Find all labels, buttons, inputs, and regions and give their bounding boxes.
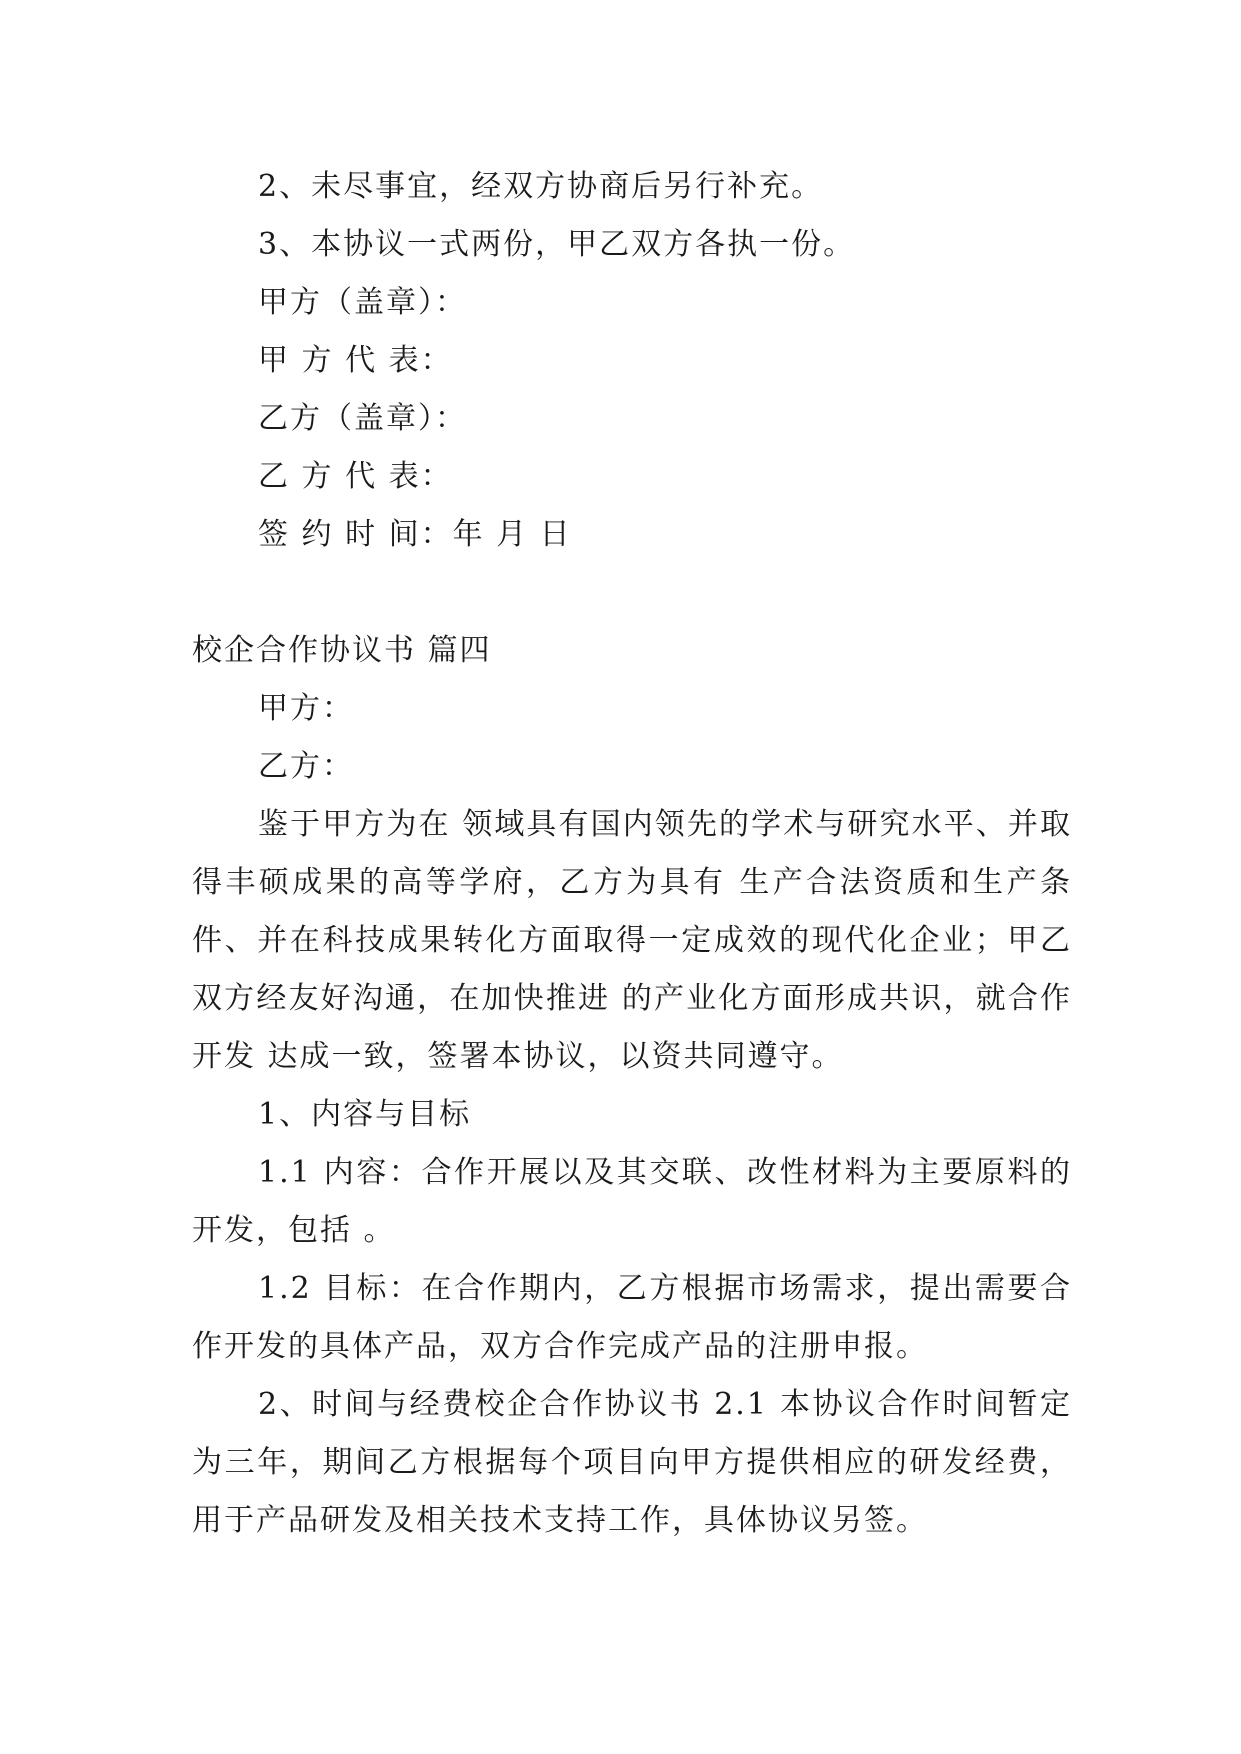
signature-party-a-seal: 甲方（盖章）： bbox=[258, 285, 467, 320]
closing-item-2: 2、未尽事宜，经双方协商后另行补充。 bbox=[258, 169, 824, 204]
signature-party-a-representative: 甲 方 代 表： bbox=[258, 343, 453, 378]
clause-1-2: 1.2 目标：在合作期内，乙方根据市场需求，提出需要合作开发的具体产品，双方合作完成产品的注册申报。 bbox=[192, 1271, 1072, 1364]
closing-item-3: 3、本协议一式两份，甲乙双方各执一份。 bbox=[258, 227, 856, 262]
party-b-label: 乙方： bbox=[258, 749, 354, 784]
section-spacer bbox=[192, 564, 1072, 622]
signature-party-b-representative: 乙 方 代 表： bbox=[258, 459, 453, 494]
preamble-paragraph: 鉴于甲方为在 领域具有国内领先的学术与研究水平、并取得丰硕成果的高等学府，乙方为具有 生产合法资质和生产条件、并在科技成果转化方面取得一定成效的现代化企业；甲乙双方经友好沟通，在加快推进 的产业化方面形成共识，就合作开发 达成一致，签署本协议，以资共同遵守。 bbox=[192, 807, 1072, 1074]
document-body bbox=[192, 158, 1072, 1550]
clause-2-time-and-funding: 2、时间与经费校企合作协议书 2.1 本协议合作时间暂定为三年，期间乙方根据每个项目向甲方提供相应的研发经费，用于产品研发及相关技术支持工作，具体协议另签。 bbox=[192, 1387, 1072, 1538]
section-title: 校企合作协议书 篇四 bbox=[192, 633, 492, 668]
clause-1-1: 1.1 内容：合作开展以及其交联、改性材料为主要原料的开发，包括 。 bbox=[192, 1155, 1072, 1248]
heading-content-and-goals: 1、内容与目标 bbox=[258, 1097, 472, 1132]
signature-party-b-seal: 乙方（盖章）： bbox=[258, 401, 467, 436]
signature-date: 签 约 时 间：年 月 日 bbox=[258, 517, 572, 552]
party-a-label: 甲方： bbox=[258, 691, 354, 726]
